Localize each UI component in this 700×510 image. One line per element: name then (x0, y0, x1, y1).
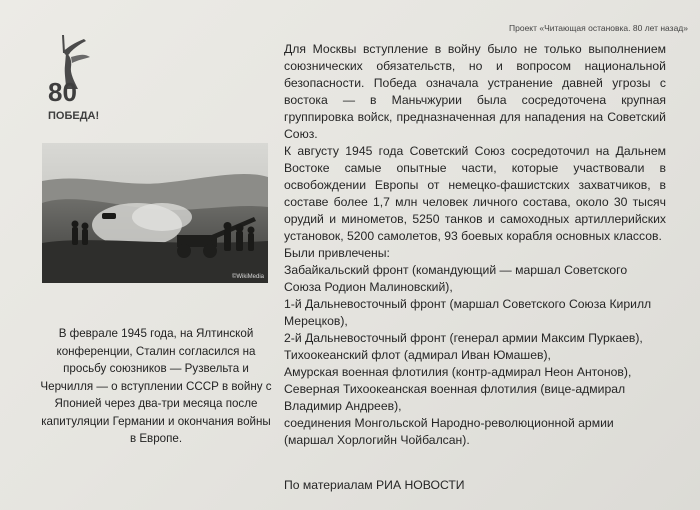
list-item-amur-flotilla: Амурская военная флотилия (контр-адмирал Неон Антонов), (284, 365, 632, 379)
photo-caption: ©WikiMedia (231, 274, 264, 280)
logo-number: 80 (48, 77, 77, 107)
paragraph-forces: К августу 1945 года Советский Союз сосредоточил на Дальнем Востоке самые опытные части, которые участвовали в освобождении Европы от немецко-фашистских захватчиков, в составе более 1,7 млн человек личного состава, около 30 тысяч орудий и минометов, 5250 танков и самоходных артиллерийских установок, 5200 самолетов, 93 боевых корабля основных классов. (284, 144, 666, 243)
main-article (284, 41, 666, 449)
left-note: В феврале 1945 года, на Ялтинской конференции, Сталин согласился на просьбу союзников — Рузвельта и Черчилля — о вступлении СССР в войну с Японией через два-три месяца после капитуляции Германии и окончания войны в Европе. (40, 327, 272, 445)
list-item-pacific-fleet: Тихоокеанский флот (адмирал Иван Юмашев), (284, 348, 551, 362)
paragraph-motivation: Для Москвы вступление в войну было не только выполнением союзнических обязательств, но и вопросом национальной безопасности. Победа означала устранение давней угрозы с востока — в Маньчжурии была сосредоточена крупная группировка войск, предназначенная для нападения на Советский Союз. (284, 42, 666, 141)
list-item-mongolian-army: соединения Монгольской Народно-революционной армии (маршал Хорлогийн Чойбалсан). (284, 416, 614, 447)
victory-80-logo (44, 33, 108, 125)
involved-heading: Были привлечены: (284, 246, 390, 260)
logo-text: ПОБЕДА! (48, 110, 100, 122)
list-item-1st-far-eastern-front: 1-й Дальневосточный фронт (маршал Советского Союза Кирилл Мерецков), (284, 297, 652, 328)
source-credit: По материалам РИА НОВОСТИ (284, 478, 465, 492)
war-photo (42, 143, 268, 283)
list-item-2nd-far-eastern-front: 2-й Дальневосточный фронт (генерал армии Максим Пуркаев), (284, 331, 643, 345)
list-item-transbaikal-front: Забайкальский фронт (командующий — маршал Советского Союза Родион Малиновский), (284, 263, 628, 294)
list-item-north-pacific-flotilla: Северная Тихоокеанская военная флотилия (вице-адмирал Владимир Андреев), (284, 382, 626, 413)
project-header: Проект «Читающая остановка. 80 лет назад» (509, 23, 688, 33)
